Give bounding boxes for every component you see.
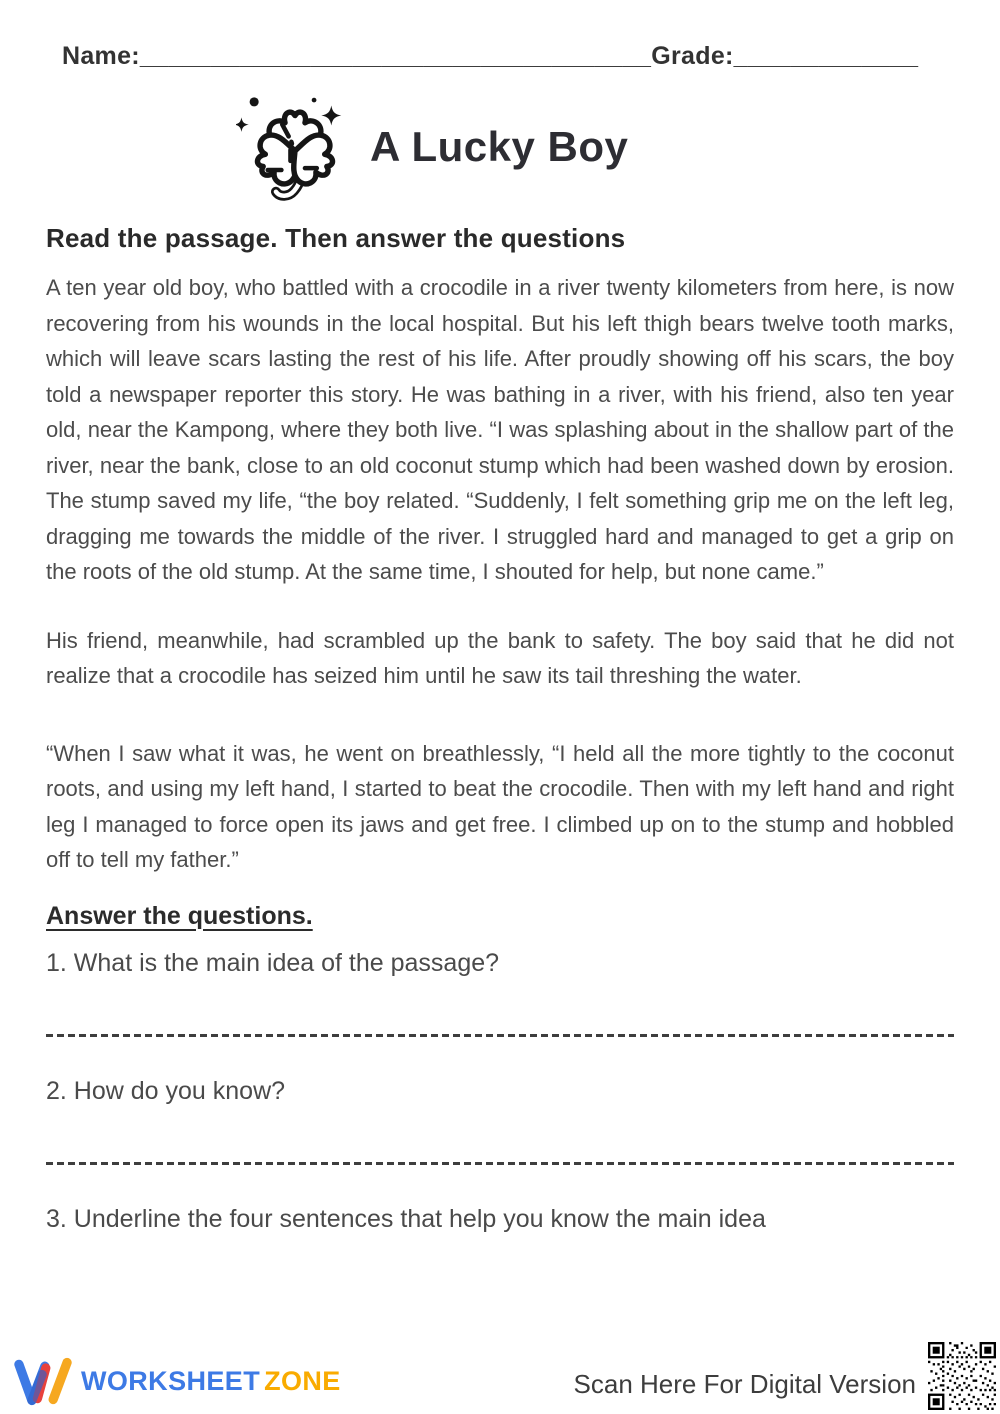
passage-paragraph: A ten year old boy, who battled with a crocodile in a river twenty kilometers from here, is now recovering from his wounds in the local hospital. But his left thigh bears twelve tooth marks, which will leave scars lasting the rest of his life. After proudly showing off his scars, the boy told a newspaper reporter this story. He was bathing in a river, with his friend, also ten year old, near the Kampong, where they both live. “I was splashing about in the shallow part of the river, near the bank, close to an old coconut stump which had been washed down by erosion. The stump saved my life, “the boy related. “Suddenly, I felt something grip me on the left leg, dragging me towards the middle of the river. I struggled hard and managed to get a grip on the roots of the old stump. At the same time, I shouted for help, but none came.” — [46, 275, 954, 584]
answer-line — [46, 1162, 954, 1165]
qr-code — [928, 1342, 996, 1410]
brand-wordmark — [81, 1366, 341, 1397]
name-label: Name: — [62, 42, 140, 70]
worksheetzone-brand — [14, 1356, 341, 1410]
questions-heading: Answer the questions. — [46, 901, 313, 930]
brand-zone-text: ZONE — [264, 1365, 341, 1396]
passage-paragraph: His friend, meanwhile, had scrambled up the bank to safety. The boy said that he did not realize that a crocodile has seized him until he saw its tail threshing the water. — [46, 627, 954, 688]
questions-section — [46, 902, 954, 1234]
grade-blank-line: _____________ — [733, 42, 919, 70]
grade-field — [651, 42, 918, 71]
worksheetzone-logo-icon — [14, 1356, 72, 1406]
instruction-heading: Read the passage. Then answer the questions — [46, 223, 626, 253]
grade-label: Grade: — [651, 42, 734, 70]
name-grade-row — [0, 0, 1000, 71]
scan-here-text: Scan Here For Digital Version — [573, 1369, 916, 1399]
title-block — [236, 87, 1000, 213]
question-2: 2. How do you know? — [46, 1076, 286, 1105]
question-3: 3. Underline the four sentences that help you know the main idea — [46, 1204, 766, 1233]
brand-worksheet-text: WORKSHEET — [81, 1365, 261, 1396]
shamrock-sparkles-icon — [236, 89, 354, 211]
page-title: A Lucky Boy — [370, 123, 629, 170]
answer-line — [46, 1034, 954, 1037]
question-1: 1. What is the main idea of the passage? — [46, 948, 500, 977]
name-blank-line: ____________________________________ — [139, 42, 652, 70]
footer — [14, 1342, 996, 1410]
reading-passage — [46, 270, 954, 878]
passage-paragraph: “When I saw what it was, he went on breathlessly, “I held all the more tightly to the coconut roots, and using my left hand, I started to beat the crocodile. Then with my left hand and right leg I managed to force open its jaws and get free. I climbed up on to the stump and hobbled off to tell my father.” — [46, 740, 954, 872]
name-field — [62, 42, 651, 71]
scan-group — [574, 1342, 996, 1410]
